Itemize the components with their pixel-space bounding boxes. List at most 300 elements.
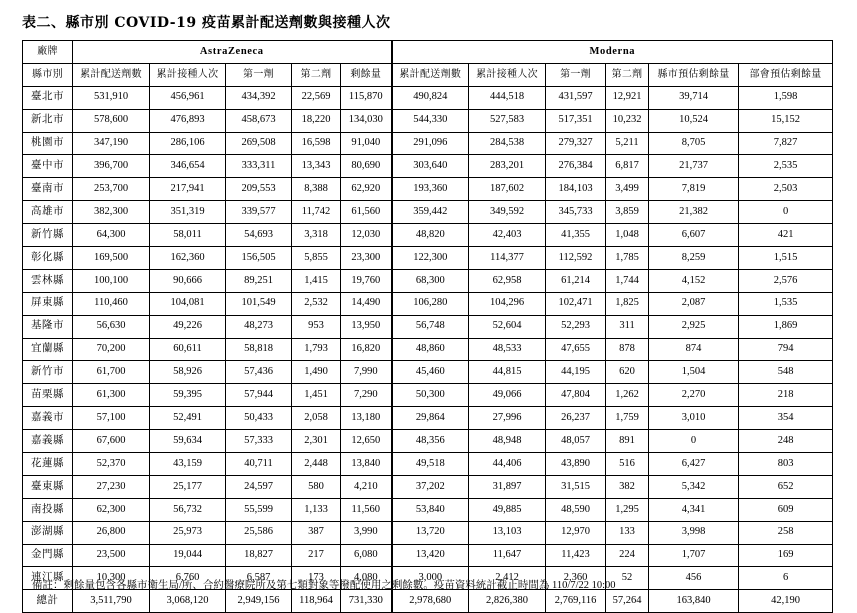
value-cell: 13,720: [392, 521, 469, 544]
value-cell: 53,840: [392, 498, 469, 521]
value-cell: 59,634: [150, 430, 226, 453]
value-cell: 47,804: [546, 384, 606, 407]
page-title: 表二、縣市別 COVID-19 疫苗累計配送劑數與接種人次: [22, 15, 391, 31]
az-col-dose2: 第二劑: [292, 63, 341, 86]
county-cell: 金門縣: [23, 544, 73, 567]
value-cell: 100,100: [73, 269, 150, 292]
value-cell: 106,280: [392, 292, 469, 315]
value-cell: 62,920: [341, 178, 392, 201]
value-cell: 224: [606, 544, 649, 567]
value-cell: 4,341: [649, 498, 739, 521]
table-row: [23, 498, 833, 521]
value-cell: 163,840: [649, 590, 739, 613]
value-cell: 6,607: [649, 224, 739, 247]
value-cell: 891: [606, 430, 649, 453]
table-row: [23, 86, 833, 109]
value-cell: 2,087: [649, 292, 739, 315]
value-cell: 3,990: [341, 521, 392, 544]
value-cell: 42,190: [739, 590, 833, 613]
value-cell: 349,592: [469, 201, 546, 224]
value-cell: 351,319: [150, 201, 226, 224]
value-cell: 517,351: [546, 109, 606, 132]
value-cell: 953: [292, 315, 341, 338]
value-cell: 89,251: [226, 269, 292, 292]
value-cell: 48,533: [469, 338, 546, 361]
value-cell: 516: [606, 453, 649, 476]
value-cell: 3,511,790: [73, 590, 150, 613]
value-cell: 1,515: [739, 247, 833, 270]
header-row-columns: [23, 63, 833, 86]
az-col-delivered: 累計配送劑數: [73, 63, 150, 86]
value-cell: 50,300: [392, 384, 469, 407]
value-cell: 122,300: [392, 247, 469, 270]
value-cell: 444,518: [469, 86, 546, 109]
value-cell: 70,200: [73, 338, 150, 361]
table-row: [23, 361, 833, 384]
value-cell: 41,355: [546, 224, 606, 247]
value-cell: 27,996: [469, 407, 546, 430]
value-cell: 10,524: [649, 109, 739, 132]
value-cell: 2,360: [546, 567, 606, 590]
value-cell: 1,490: [292, 361, 341, 384]
value-cell: 156,505: [226, 247, 292, 270]
value-cell: 11,647: [469, 544, 546, 567]
az-col-vaccinated: 累計接種人次: [150, 63, 226, 86]
table-row: [23, 475, 833, 498]
value-cell: 39,714: [649, 86, 739, 109]
value-cell: 253,700: [73, 178, 150, 201]
value-cell: 25,177: [150, 475, 226, 498]
value-cell: 48,820: [392, 224, 469, 247]
value-cell: 44,195: [546, 361, 606, 384]
value-cell: 49,518: [392, 453, 469, 476]
value-cell: 52,604: [469, 315, 546, 338]
value-cell: 2,576: [739, 269, 833, 292]
value-cell: 118,964: [292, 590, 341, 613]
value-cell: 61,214: [546, 269, 606, 292]
value-cell: 114,377: [469, 247, 546, 270]
value-cell: 31,897: [469, 475, 546, 498]
value-cell: 54,693: [226, 224, 292, 247]
value-cell: 2,535: [739, 155, 833, 178]
table-row: [23, 201, 833, 224]
value-cell: 431,597: [546, 86, 606, 109]
value-cell: 49,226: [150, 315, 226, 338]
value-cell: 283,201: [469, 155, 546, 178]
table-row: [23, 224, 833, 247]
value-cell: 279,327: [546, 132, 606, 155]
table-row: [23, 430, 833, 453]
value-cell: 258: [739, 521, 833, 544]
value-cell: 1,133: [292, 498, 341, 521]
mod-col-county-est: 縣市預估剩餘量: [649, 63, 739, 86]
value-cell: 57,264: [606, 590, 649, 613]
value-cell: 456: [649, 567, 739, 590]
value-cell: 12,921: [606, 86, 649, 109]
county-cell: 新竹縣: [23, 224, 73, 247]
value-cell: 476,893: [150, 109, 226, 132]
county-cell: 臺中市: [23, 155, 73, 178]
value-cell: 609: [739, 498, 833, 521]
value-cell: 55,599: [226, 498, 292, 521]
value-cell: 62,300: [73, 498, 150, 521]
value-cell: 1,785: [606, 247, 649, 270]
county-label: 縣市別: [23, 63, 73, 86]
value-cell: 24,597: [226, 475, 292, 498]
value-cell: 580: [292, 475, 341, 498]
value-cell: 58,818: [226, 338, 292, 361]
mod-col-dose2: 第二劑: [606, 63, 649, 86]
value-cell: 8,388: [292, 178, 341, 201]
value-cell: 11,423: [546, 544, 606, 567]
value-cell: 6,427: [649, 453, 739, 476]
value-cell: 62,958: [469, 269, 546, 292]
value-cell: 527,583: [469, 109, 546, 132]
value-cell: 1,598: [739, 86, 833, 109]
value-cell: 101,549: [226, 292, 292, 315]
county-cell: 嘉義縣: [23, 430, 73, 453]
county-cell: 基隆市: [23, 315, 73, 338]
value-cell: 12,650: [341, 430, 392, 453]
value-cell: 169: [739, 544, 833, 567]
value-cell: 26,800: [73, 521, 150, 544]
value-cell: 29,864: [392, 407, 469, 430]
value-cell: 10,300: [73, 567, 150, 590]
value-cell: 173: [292, 567, 341, 590]
value-cell: 382,300: [73, 201, 150, 224]
value-cell: 16,598: [292, 132, 341, 155]
value-cell: 3,859: [606, 201, 649, 224]
value-cell: 6,080: [341, 544, 392, 567]
value-cell: 3,010: [649, 407, 739, 430]
value-cell: 67,600: [73, 430, 150, 453]
az-col-dose1: 第一劑: [226, 63, 292, 86]
county-cell: 南投縣: [23, 498, 73, 521]
table-row: [23, 521, 833, 544]
value-cell: 1,048: [606, 224, 649, 247]
mod-col-dose1: 第一劑: [546, 63, 606, 86]
value-cell: 12,970: [546, 521, 606, 544]
county-cell: 花蓮縣: [23, 453, 73, 476]
value-cell: 3,000: [392, 567, 469, 590]
value-cell: 4,152: [649, 269, 739, 292]
county-cell: 宜蘭縣: [23, 338, 73, 361]
county-cell: 桃園市: [23, 132, 73, 155]
value-cell: 48,356: [392, 430, 469, 453]
value-cell: 7,819: [649, 178, 739, 201]
value-cell: 56,732: [150, 498, 226, 521]
county-cell: 新北市: [23, 109, 73, 132]
value-cell: 16,820: [341, 338, 392, 361]
mod-col-delivered: 累計配送劑數: [392, 63, 469, 86]
value-cell: 3,318: [292, 224, 341, 247]
value-cell: 58,011: [150, 224, 226, 247]
value-cell: 90,666: [150, 269, 226, 292]
value-cell: 42,403: [469, 224, 546, 247]
value-cell: 13,103: [469, 521, 546, 544]
value-cell: 13,420: [392, 544, 469, 567]
value-cell: 57,944: [226, 384, 292, 407]
value-cell: 1,793: [292, 338, 341, 361]
value-cell: 346,654: [150, 155, 226, 178]
value-cell: 21,382: [649, 201, 739, 224]
value-cell: 27,230: [73, 475, 150, 498]
value-cell: 456,961: [150, 86, 226, 109]
county-cell: 澎湖縣: [23, 521, 73, 544]
value-cell: 18,827: [226, 544, 292, 567]
value-cell: 61,560: [341, 201, 392, 224]
moderna-group-header: Moderna: [392, 41, 833, 64]
value-cell: 0: [649, 430, 739, 453]
value-cell: 19,760: [341, 269, 392, 292]
value-cell: 25,973: [150, 521, 226, 544]
value-cell: 56,748: [392, 315, 469, 338]
value-cell: 37,202: [392, 475, 469, 498]
value-cell: 7,990: [341, 361, 392, 384]
value-cell: 1,451: [292, 384, 341, 407]
county-cell: 新竹市: [23, 361, 73, 384]
county-cell: 苗栗縣: [23, 384, 73, 407]
value-cell: 354: [739, 407, 833, 430]
az-group-header: AstraZeneca: [73, 41, 392, 64]
value-cell: 13,180: [341, 407, 392, 430]
value-cell: 57,436: [226, 361, 292, 384]
value-cell: 387: [292, 521, 341, 544]
value-cell: 68,300: [392, 269, 469, 292]
value-cell: 3,998: [649, 521, 739, 544]
value-cell: 578,600: [73, 109, 150, 132]
value-cell: 57,333: [226, 430, 292, 453]
value-cell: 112,592: [546, 247, 606, 270]
value-cell: 2,412: [469, 567, 546, 590]
value-cell: 45,460: [392, 361, 469, 384]
value-cell: 44,406: [469, 453, 546, 476]
table-row: [23, 407, 833, 430]
value-cell: 803: [739, 453, 833, 476]
value-cell: 3,499: [606, 178, 649, 201]
value-cell: 14,490: [341, 292, 392, 315]
value-cell: 162,360: [150, 247, 226, 270]
value-cell: 269,508: [226, 132, 292, 155]
value-cell: 1,415: [292, 269, 341, 292]
value-cell: 544,330: [392, 109, 469, 132]
value-cell: 6,760: [150, 567, 226, 590]
table-row: [23, 132, 833, 155]
value-cell: 59,395: [150, 384, 226, 407]
value-cell: 48,948: [469, 430, 546, 453]
value-cell: 248: [739, 430, 833, 453]
value-cell: 3,068,120: [150, 590, 226, 613]
value-cell: 48,860: [392, 338, 469, 361]
table-row: [23, 269, 833, 292]
county-cell: 總計: [23, 590, 73, 613]
value-cell: 333,311: [226, 155, 292, 178]
value-cell: 104,296: [469, 292, 546, 315]
value-cell: 110,460: [73, 292, 150, 315]
value-cell: 133: [606, 521, 649, 544]
value-cell: 347,190: [73, 132, 150, 155]
value-cell: 1,504: [649, 361, 739, 384]
table-row: [23, 338, 833, 361]
total-row: [23, 590, 833, 613]
table-row: [23, 292, 833, 315]
county-cell: 高雄市: [23, 201, 73, 224]
value-cell: 134,030: [341, 109, 392, 132]
table-row: [23, 109, 833, 132]
value-cell: 52,293: [546, 315, 606, 338]
mod-col-ministry-est: 部會預估剩餘量: [739, 63, 833, 86]
value-cell: 8,705: [649, 132, 739, 155]
value-cell: 13,840: [341, 453, 392, 476]
value-cell: 184,103: [546, 178, 606, 201]
value-cell: 23,500: [73, 544, 150, 567]
table-row: [23, 384, 833, 407]
value-cell: 339,577: [226, 201, 292, 224]
table-row: [23, 178, 833, 201]
value-cell: 64,300: [73, 224, 150, 247]
value-cell: 421: [739, 224, 833, 247]
value-cell: 217,941: [150, 178, 226, 201]
value-cell: 434,392: [226, 86, 292, 109]
value-cell: 58,926: [150, 361, 226, 384]
value-cell: 218: [739, 384, 833, 407]
value-cell: 490,824: [392, 86, 469, 109]
value-cell: 620: [606, 361, 649, 384]
value-cell: 1,707: [649, 544, 739, 567]
value-cell: 23,300: [341, 247, 392, 270]
value-cell: 4,210: [341, 475, 392, 498]
value-cell: 22,569: [292, 86, 341, 109]
value-cell: 7,827: [739, 132, 833, 155]
value-cell: 52,491: [150, 407, 226, 430]
value-cell: 6: [739, 567, 833, 590]
value-cell: 5,211: [606, 132, 649, 155]
brand-label: 廠牌: [23, 41, 73, 64]
value-cell: 25,586: [226, 521, 292, 544]
value-cell: 102,471: [546, 292, 606, 315]
value-cell: 49,885: [469, 498, 546, 521]
county-cell: 嘉義市: [23, 407, 73, 430]
table-row: [23, 453, 833, 476]
value-cell: 52,370: [73, 453, 150, 476]
value-cell: 0: [739, 201, 833, 224]
value-cell: 57,100: [73, 407, 150, 430]
value-cell: 80,690: [341, 155, 392, 178]
value-cell: 2,925: [649, 315, 739, 338]
county-cell: 臺北市: [23, 86, 73, 109]
value-cell: 286,106: [150, 132, 226, 155]
value-cell: 11,560: [341, 498, 392, 521]
value-cell: 43,159: [150, 453, 226, 476]
value-cell: 21,737: [649, 155, 739, 178]
value-cell: 5,855: [292, 247, 341, 270]
value-cell: 458,673: [226, 109, 292, 132]
value-cell: 2,301: [292, 430, 341, 453]
value-cell: 548: [739, 361, 833, 384]
header-row-groups: [23, 41, 833, 64]
value-cell: 2,503: [739, 178, 833, 201]
value-cell: 2,769,116: [546, 590, 606, 613]
table-row: [23, 315, 833, 338]
value-cell: 311: [606, 315, 649, 338]
value-cell: 12,030: [341, 224, 392, 247]
value-cell: 396,700: [73, 155, 150, 178]
value-cell: 7,290: [341, 384, 392, 407]
value-cell: 43,890: [546, 453, 606, 476]
table-row: [23, 544, 833, 567]
value-cell: 2,448: [292, 453, 341, 476]
table-row: [23, 247, 833, 270]
value-cell: 2,532: [292, 292, 341, 315]
mod-col-vaccinated: 累計接種人次: [469, 63, 546, 86]
value-cell: 47,655: [546, 338, 606, 361]
value-cell: 1,262: [606, 384, 649, 407]
value-cell: 1,869: [739, 315, 833, 338]
value-cell: 18,220: [292, 109, 341, 132]
value-cell: 50,433: [226, 407, 292, 430]
value-cell: 15,152: [739, 109, 833, 132]
value-cell: 531,910: [73, 86, 150, 109]
value-cell: 2,978,680: [392, 590, 469, 613]
county-cell: 連江縣: [23, 567, 73, 590]
value-cell: 1,759: [606, 407, 649, 430]
value-cell: 169,500: [73, 247, 150, 270]
value-cell: 652: [739, 475, 833, 498]
value-cell: 5,342: [649, 475, 739, 498]
value-cell: 2,826,380: [469, 590, 546, 613]
vaccine-table: [22, 40, 833, 613]
value-cell: 26,237: [546, 407, 606, 430]
value-cell: 1,295: [606, 498, 649, 521]
county-cell: 屏東縣: [23, 292, 73, 315]
value-cell: 284,538: [469, 132, 546, 155]
value-cell: 48,057: [546, 430, 606, 453]
value-cell: 61,300: [73, 384, 150, 407]
value-cell: 13,950: [341, 315, 392, 338]
value-cell: 209,553: [226, 178, 292, 201]
value-cell: 8,259: [649, 247, 739, 270]
value-cell: 91,040: [341, 132, 392, 155]
value-cell: 1,825: [606, 292, 649, 315]
value-cell: 48,273: [226, 315, 292, 338]
county-cell: 彰化縣: [23, 247, 73, 270]
value-cell: 276,384: [546, 155, 606, 178]
county-cell: 臺南市: [23, 178, 73, 201]
value-cell: 794: [739, 338, 833, 361]
value-cell: 878: [606, 338, 649, 361]
footnote: 備註：剩餘量包含各縣市衛生局/所、合約醫療院所及第七類對象等撥配使用之剩餘數。疫苗資料統計截止時間為 110/7/22 10:00: [32, 580, 616, 591]
value-cell: 31,515: [546, 475, 606, 498]
value-cell: 345,733: [546, 201, 606, 224]
value-cell: 61,700: [73, 361, 150, 384]
value-cell: 48,590: [546, 498, 606, 521]
value-cell: 217: [292, 544, 341, 567]
value-cell: 303,640: [392, 155, 469, 178]
table-row: [23, 155, 833, 178]
value-cell: 874: [649, 338, 739, 361]
value-cell: 1,744: [606, 269, 649, 292]
value-cell: 104,081: [150, 292, 226, 315]
value-cell: 11,742: [292, 201, 341, 224]
value-cell: 2,270: [649, 384, 739, 407]
value-cell: 193,360: [392, 178, 469, 201]
az-col-remaining: 剩餘量: [341, 63, 392, 86]
value-cell: 187,602: [469, 178, 546, 201]
county-cell: 雲林縣: [23, 269, 73, 292]
value-cell: 6,587: [226, 567, 292, 590]
value-cell: 2,058: [292, 407, 341, 430]
value-cell: 19,044: [150, 544, 226, 567]
